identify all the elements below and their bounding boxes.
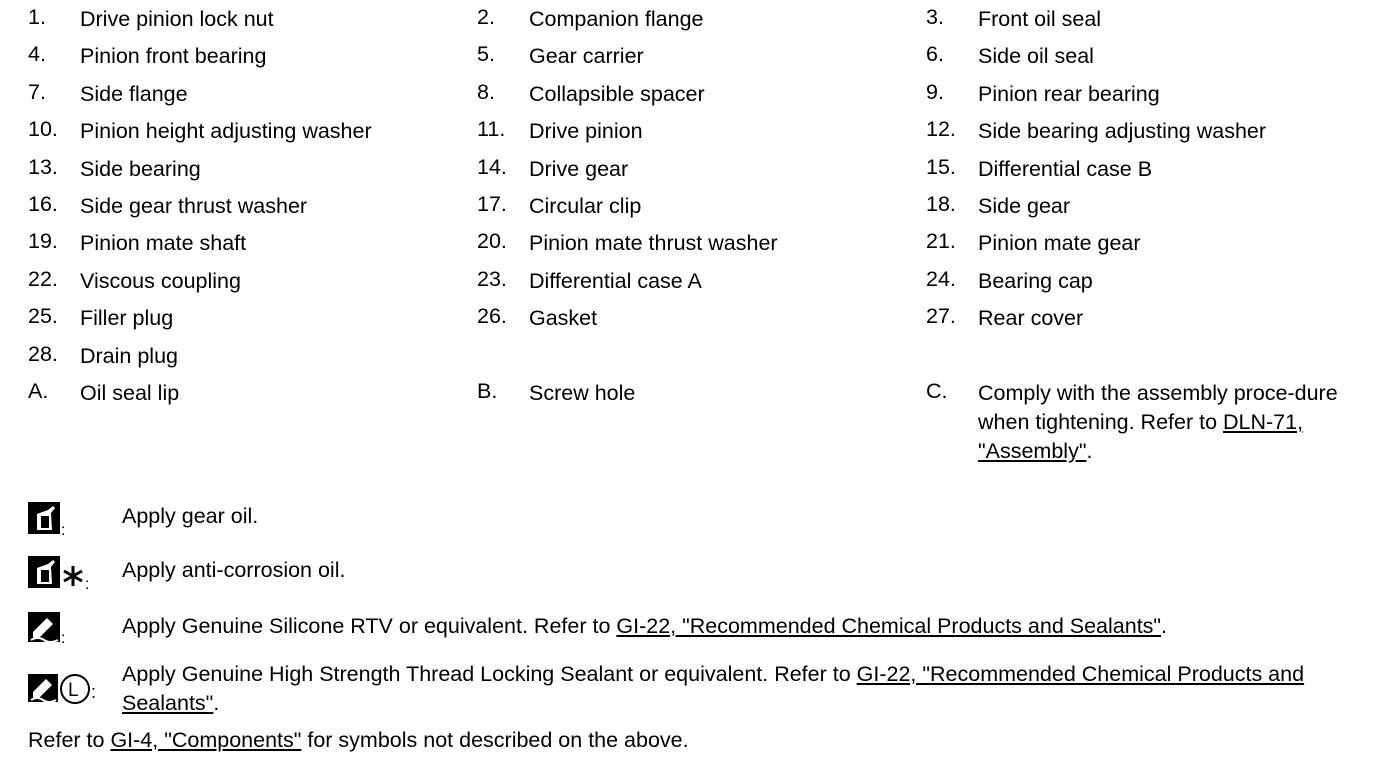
oil-can-icon: [28, 502, 122, 536]
legend-item: [28, 192, 477, 221]
sealants-link[interactable]: GI-22, "Recommended Chemical Products and Sealants": [122, 662, 1305, 715]
item-number: 13.: [28, 154, 58, 179]
legend-row-notes: [28, 378, 1378, 463]
item-label: Companion flange: [529, 7, 704, 31]
item-label: Filler plug: [80, 306, 174, 331]
item-label: Side gear thrust washer: [80, 193, 308, 218]
parts-legend: [28, 5, 1378, 463]
item-label: Bearing cap: [978, 268, 1093, 293]
legend-item: [477, 80, 926, 109]
legend-item: [926, 304, 1366, 333]
item-label: Collapsible spacer: [529, 81, 705, 106]
note-b: [477, 379, 926, 408]
sealant-tube-icon: [28, 612, 122, 644]
item-label: Circular clip: [529, 193, 642, 218]
symbol-anti-corrosion: [28, 556, 1362, 590]
symbol-silicone: [28, 612, 1362, 644]
sealant-tube-L-icon: [28, 660, 122, 718]
item-number: 9.: [926, 79, 944, 104]
item-number: 24.: [926, 266, 956, 291]
item-number: 22.: [28, 266, 58, 291]
item-label: Rear cover: [978, 306, 1084, 331]
item-number: 17.: [477, 191, 507, 216]
note-label: [978, 379, 1366, 466]
footer-pre: Refer to: [28, 728, 111, 752]
item-number: 28.: [28, 341, 58, 366]
svg-text:L: L: [68, 680, 79, 701]
item-label: Side flange: [80, 81, 188, 106]
item-number: 1.: [28, 5, 46, 29]
legend-item: [926, 155, 1366, 184]
legend-item: [477, 5, 926, 34]
legend-item: [28, 80, 477, 109]
item-number: 25.: [28, 304, 58, 329]
item-number: 12.: [926, 117, 956, 142]
legend-item: [28, 229, 477, 258]
symbol-text-tail: .: [1161, 614, 1168, 638]
symbol-text: Apply anti-corrosion oil.: [122, 558, 346, 582]
symbol-text-main: Apply Genuine High Strength Thread Locking Sealant or equivalent. Refer to: [122, 662, 857, 686]
item-label: Side oil seal: [978, 44, 1094, 69]
item-label: Drive gear: [529, 156, 629, 181]
note-letter: A.: [28, 378, 49, 403]
legend-row: [28, 267, 1378, 304]
legend-item: [28, 304, 477, 333]
legend-item: [28, 42, 477, 71]
svg-text::: :: [61, 630, 66, 644]
footer-note: [28, 728, 689, 753]
legend-row: [28, 117, 1378, 154]
item-label: Pinion height adjusting washer: [80, 119, 372, 144]
item-label: Front oil seal: [978, 7, 1102, 31]
item-label: Gear carrier: [529, 44, 644, 69]
legend-row: [28, 155, 1378, 192]
legend-item: [926, 229, 1366, 258]
oil-can-asterisk-icon: [28, 556, 122, 590]
note-label: Screw hole: [529, 380, 636, 405]
legend-item: [477, 155, 926, 184]
legend-item: [926, 267, 1366, 296]
legend-item: [477, 117, 926, 146]
item-number: 14.: [477, 154, 507, 179]
item-number: 27.: [926, 304, 956, 329]
item-number: 6.: [926, 42, 944, 67]
assembly-link[interactable]: DLN-71, "Assembly": [978, 409, 1304, 463]
note-a: [28, 379, 477, 408]
legend-item: [28, 5, 477, 34]
item-number: 19.: [28, 229, 58, 254]
legend-item: [926, 192, 1366, 221]
item-number: 3.: [926, 5, 944, 29]
item-label: Drain plug: [80, 343, 178, 368]
legend-item: [477, 229, 926, 258]
item-number: 26.: [477, 304, 507, 329]
legend-item: [477, 42, 926, 71]
item-label: Drive pinion lock nut: [80, 7, 274, 31]
legend-item: [926, 117, 1366, 146]
item-label: Pinion mate shaft: [80, 231, 247, 256]
item-label: Gasket: [529, 306, 598, 331]
item-label: Side bearing: [80, 156, 201, 181]
item-label: Drive pinion: [529, 119, 643, 144]
note-label: Oil seal lip: [80, 380, 180, 405]
symbol-text: [122, 660, 1362, 718]
legend-item: [926, 5, 1366, 34]
item-label: Side bearing adjusting washer: [978, 119, 1267, 144]
legend-row: [28, 229, 1378, 266]
symbol-text-main: Apply Genuine Silicone RTV or equivalent. Refer to: [122, 614, 617, 638]
legend-item: [28, 155, 477, 184]
note-text: Comply with the assembly proce-dure when tightening. Refer to: [978, 380, 1338, 434]
item-number: 5.: [477, 42, 495, 67]
note-letter: B.: [477, 378, 498, 403]
legend-item: [28, 267, 477, 296]
sealants-link[interactable]: GI-22, "Recommended Chemical Products and Sealants": [616, 614, 1162, 638]
svg-text::: :: [91, 682, 97, 702]
legend-row: [28, 5, 1378, 42]
item-number: 7.: [28, 79, 46, 104]
symbol-thread-lock: [28, 660, 1362, 718]
note-c: [926, 379, 1366, 466]
svg-text::: :: [61, 522, 66, 536]
legend-row: [28, 192, 1378, 229]
item-label: Pinion mate thrust washer: [529, 231, 778, 256]
item-label: Pinion rear bearing: [978, 81, 1160, 106]
legend-row: [28, 80, 1378, 117]
item-number: 15.: [926, 154, 956, 179]
legend-item: [477, 192, 926, 221]
item-number: 21.: [926, 229, 956, 254]
item-number: 11.: [477, 117, 506, 142]
legend-row: [28, 342, 1378, 379]
item-label: Pinion front bearing: [80, 44, 267, 69]
footer-post: for symbols not described on the above.: [301, 728, 689, 752]
legend-row: [28, 304, 1378, 341]
item-number: 4.: [28, 42, 46, 67]
note-tail: .: [1086, 438, 1093, 463]
item-number: 10.: [28, 117, 58, 142]
note-letter: C.: [926, 378, 948, 403]
item-number: 23.: [477, 266, 507, 291]
item-label: Differential case A: [529, 268, 702, 293]
symbol-text: Apply gear oil.: [122, 504, 259, 528]
item-number: 16.: [28, 191, 58, 216]
legend-item: [28, 117, 477, 146]
svg-text::: :: [85, 576, 90, 590]
item-number: 20.: [477, 229, 507, 254]
legend-item: [926, 42, 1366, 71]
symbol-text: [122, 612, 1362, 644]
item-label: Side gear: [978, 193, 1071, 218]
item-label: Differential case B: [978, 156, 1153, 181]
legend-row: [28, 42, 1378, 79]
item-label: Pinion mate gear: [978, 231, 1141, 256]
legend-item: [477, 267, 926, 296]
symbol-text-tail: .: [213, 691, 220, 715]
item-number: 18.: [926, 191, 956, 216]
symbol-gear-oil: [28, 502, 1362, 536]
components-link[interactable]: GI-4, "Components": [110, 728, 302, 752]
legend-item: [477, 304, 926, 333]
item-number: 2.: [477, 5, 495, 29]
legend-item: [926, 80, 1366, 109]
item-label: Viscous coupling: [80, 268, 241, 293]
legend-item: [28, 342, 477, 371]
item-number: 8.: [477, 79, 495, 104]
